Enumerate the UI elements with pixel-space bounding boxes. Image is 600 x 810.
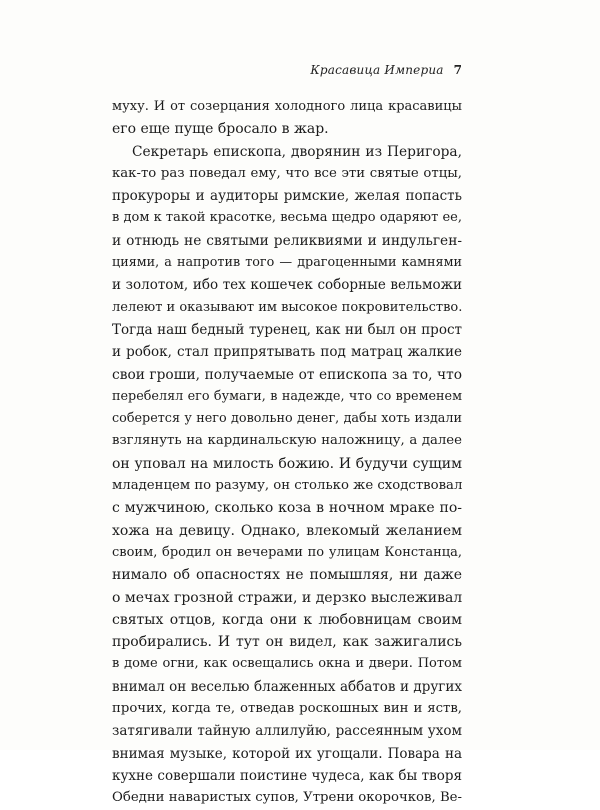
text-line: Обедни наваристых супов, Утрени окорочков, Ве- xyxy=(112,790,462,806)
text-line: прокуроры и аудиторы римские, желая попасть xyxy=(112,188,462,205)
text-line: свои гроши, получаемые от епископа за то, что xyxy=(112,366,462,383)
text-line: нимало об опасностях не помышляя, ни даже xyxy=(112,567,462,584)
text-line: он уповал на милость божию. И будучи сущим xyxy=(112,455,462,472)
text-line: святых отцов, когда они к любовницам своим xyxy=(112,611,462,628)
text-line: кухне совершали поистине чудеса, как бы творя xyxy=(112,767,462,784)
text-line: Секретарь епископа, дворянин из Перигора, xyxy=(132,143,462,160)
running-head xyxy=(112,63,462,77)
text-line: перебелял его бумаги, в надежде, что со временем xyxy=(112,388,462,404)
text-line: циями, а напротив того — драгоценными камнями xyxy=(112,255,462,271)
page-number: 7 xyxy=(453,63,462,77)
text-line: Тогда наш бедный туренец, как ни был он прост xyxy=(112,321,462,338)
text-line: в дом к такой красотке, весьма щедро одаряют ее, xyxy=(112,210,462,226)
text-line: о мечах грозной стражи, и дерзко выслеживал xyxy=(112,589,463,606)
text-line: взглянуть на кардинальскую наложницу, а далее xyxy=(112,433,462,449)
text-line: его еще пуще бросало в жар. xyxy=(112,121,329,138)
text-line: младенцем по разуму, он столько же сходствовал xyxy=(112,478,463,494)
running-head-title: Красавица Империа xyxy=(310,63,444,77)
text-line: как-то раз поведал ему, что все эти святые отцы, xyxy=(112,165,462,181)
text-line: и золотом, ибо тех кошечек соборные вельможи xyxy=(112,277,462,294)
text-line: соберется у него довольно денег, дабы хоть издали xyxy=(112,411,462,427)
text-line: и отнюдь не святыми реликвиями и индульген- xyxy=(112,232,462,249)
text-line: лелеют и оказывают им высокое покровительство. xyxy=(112,299,463,315)
text-line: и робок, стал припрятывать под матрац жалкие xyxy=(112,344,462,361)
text-line: внимая музыке, которой их угощали. Повара на xyxy=(112,745,462,762)
text-line: хожа на девицу. Однако, влекомый желанием xyxy=(112,522,462,539)
text-line: в доме огни, как освещались окна и двери. Потом xyxy=(112,656,462,672)
text-line: с мужчиною, сколько коза в ночном мраке по- xyxy=(112,500,462,517)
text-line: внимал он веселью блаженных аббатов и других xyxy=(112,678,462,695)
text-line: своим, бродил он вечерами по улицам Констанца, xyxy=(112,544,462,560)
text-line: прочих, когда те, отведав роскошных вин и яств, xyxy=(112,701,462,717)
text-line: затягивали тайную аллилуйю, рассеянным ухом xyxy=(112,723,462,740)
text-line: муху. И от созерцания холодного лица красавицы xyxy=(112,99,462,114)
text-line: пробирались. И тут он видел, как зажигались xyxy=(112,634,462,651)
body-text xyxy=(112,96,462,810)
